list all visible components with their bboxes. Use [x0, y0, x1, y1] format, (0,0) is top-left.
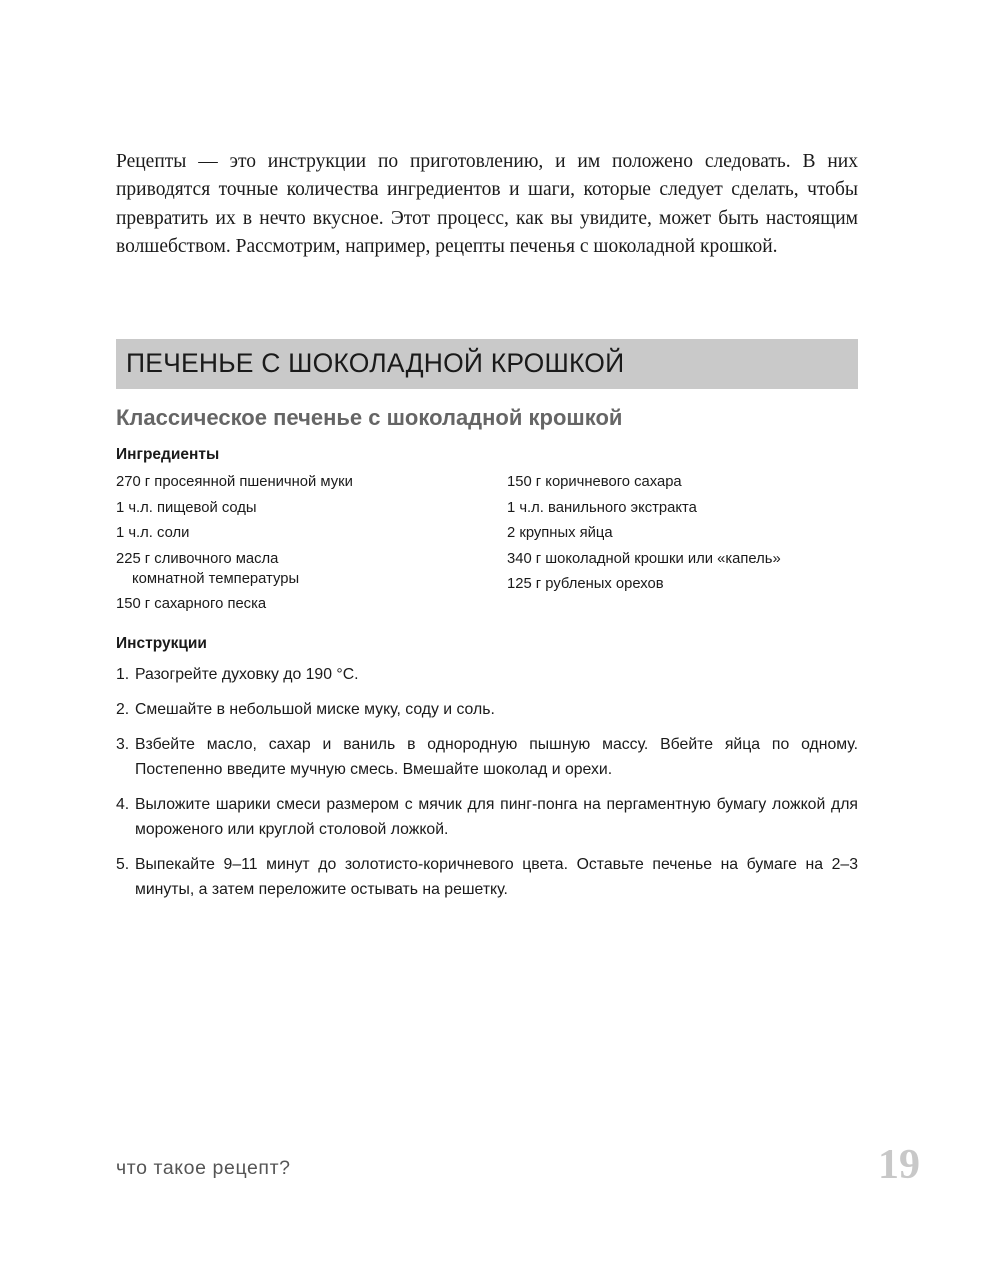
- ingredient-item: 225 г сливочного масла комнатной температуры: [116, 550, 300, 587]
- instruction-step: [116, 732, 858, 782]
- instruction-step: [116, 697, 858, 722]
- ingredient-item: 2 крупных яйца: [507, 525, 613, 542]
- step-text: Смешайте в небольшой миске муку, соду и соль.: [135, 701, 495, 718]
- step-text: Выложите шарики смеси размером с мячик для пинг-понга на пергаментную бумагу ложкой для мороженого или круглой столовой ложкой.: [135, 796, 858, 838]
- step-number: 3.: [116, 736, 130, 753]
- instruction-step: [116, 792, 858, 842]
- step-number: 1.: [116, 666, 130, 683]
- ingredient-item: 340 г шоколадной крошки или «капель»: [507, 550, 781, 567]
- ingredient-item: 1 ч.л. пищевой соды: [116, 499, 257, 516]
- step-number: 2.: [116, 701, 130, 718]
- section-header-bar: [116, 339, 858, 389]
- step-number: 5.: [116, 856, 130, 873]
- recipe-title: Классическое печенье с шоколадной крошкой: [116, 405, 623, 430]
- ingredient-item: 150 г коричневого сахара: [507, 474, 682, 490]
- footer-chapter-title: что такое рецепт?: [116, 1157, 291, 1179]
- ingredient-item: 1 ч.л. ванильного экстракта: [507, 499, 697, 516]
- section-title: ПЕЧЕНЬЕ С ШОКОЛАДНОЙ КРОШКОЙ: [126, 348, 625, 378]
- step-text: Взбейте масло, сахар и ваниль в однородную пышную массу. Вбейте яйца по одному. Постепенно введите мучную смесь. Вмешайте шоколад и орехи.: [135, 736, 858, 778]
- step-text: Разогрейте духовку до 190 °С.: [135, 666, 359, 683]
- ingredients-label: Ингредиенты: [116, 446, 220, 463]
- instructions-list: [116, 662, 858, 912]
- ingredient-item: 150 г сахарного песка: [116, 596, 267, 613]
- intro-paragraph: Рецепты — это инструкции по приготовлению, и им положено следовать. В них приводятся точные количества ингредиентов и шаги, которые следует сделать, чтобы превратить их в нечто вкусное. Этот процесс, как вы увидите, может быть настоящим волшебством. Рассмотрим, например, рецепты печенья с шоколадной крошкой.: [116, 150, 858, 257]
- instruction-step: [116, 852, 858, 902]
- ingredient-item: 270 г просеянной пшеничной муки: [116, 474, 353, 490]
- step-text: Выпекайте 9–11 минут до золотисто-коричневого цвета. Оставьте печенье на бумаге на 2–3 минуты, а затем переложите остывать на решетку.: [135, 856, 858, 898]
- instructions-label: Инструкции: [116, 635, 207, 652]
- ingredient-item: 125 г рубленых орехов: [507, 576, 664, 593]
- step-number: 4.: [116, 796, 130, 813]
- ingredients-left-column: [116, 472, 476, 620]
- ingredients-right-column: [507, 472, 858, 600]
- instruction-step: [116, 662, 858, 687]
- ingredient-item: 1 ч.л. соли: [116, 525, 190, 542]
- page-number: 19: [878, 1142, 920, 1188]
